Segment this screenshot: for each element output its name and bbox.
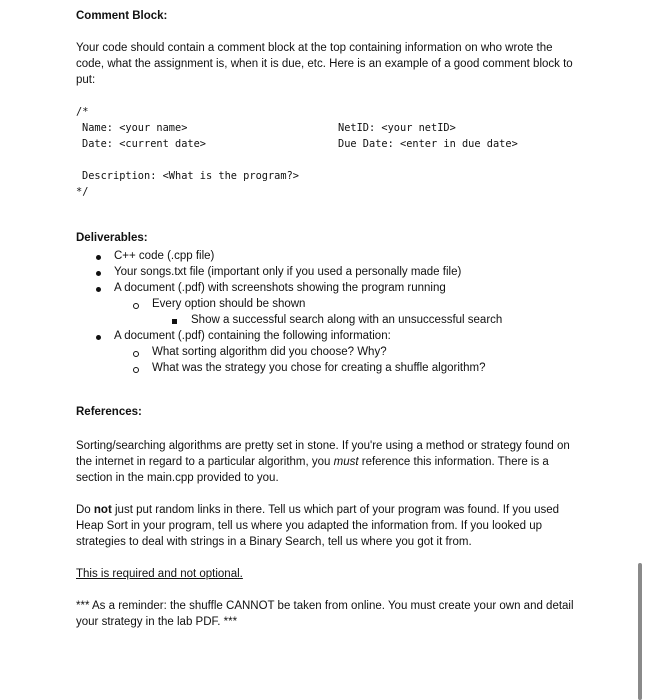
list-item: C++ code (.cpp file)	[114, 250, 215, 262]
comment-block-heading: Comment Block:	[76, 10, 168, 22]
code-open: /*	[76, 106, 89, 118]
code-description: Description: <What is the program?>	[82, 170, 299, 182]
deliverables-heading: Deliverables:	[76, 232, 148, 244]
bullet-disc-icon	[96, 335, 101, 340]
bullet-disc-icon	[96, 255, 101, 260]
references-paragraph-1-text: Sorting/searching algorithms are pretty set in stone. If you're using a method or strategy found on the internet in regard to a particular algorithm, you must reference this information. There is a section in the main.cpp provided to you.	[76, 440, 570, 485]
required-notice: This is required and not optional.	[76, 568, 243, 580]
references-paragraph-1	[76, 438, 576, 487]
list-item: A document (.pdf) with screenshots showing the program running	[114, 282, 446, 294]
shuffle-reminder: *** As a reminder: the shuffle CANNOT be taken from online. You must create your own and detail your strategy in the lab PDF. ***	[76, 600, 574, 629]
bullet-circle-icon	[133, 351, 139, 357]
bullet-circle-icon	[133, 367, 139, 373]
code-name: Name: <your name>	[82, 122, 188, 134]
references-paragraph-2	[76, 502, 576, 551]
code-due-date: Due Date: <enter in due date>	[338, 138, 518, 150]
list-item: What sorting algorithm did you choose? Why?	[152, 346, 387, 358]
code-netid: NetID: <your netID>	[338, 122, 456, 134]
paragraph-2-start: Do	[76, 504, 94, 516]
comment-block-intro: Your code should contain a comment block at the top containing information on who wrote the code, what the assignment is, when it is due, etc. Here is an example of a good comment block to put:	[76, 42, 573, 87]
emphasis-must: must	[333, 456, 359, 469]
references-heading: References:	[76, 406, 142, 418]
code-date: Date: <current date>	[82, 138, 206, 150]
bullet-disc-icon	[96, 271, 101, 276]
bullet-circle-icon	[133, 303, 139, 309]
emphasis-not: not	[93, 504, 112, 516]
list-item: A document (.pdf) containing the following information:	[114, 330, 391, 342]
code-close: */	[76, 186, 89, 198]
bullet-square-icon	[172, 319, 177, 324]
paragraph-2-rest: just put random links in there. Tell us which part of your program was found. If you used Heap Sort in your program, tell us where you adapted the information from. If you looked up strategies to deal with strings in a Binary Search, tell us where you got it from.	[76, 504, 560, 549]
bullet-disc-icon	[96, 287, 101, 292]
scrollbar-thumb[interactable]	[638, 563, 642, 700]
list-item: Every option should be shown	[152, 298, 306, 310]
list-item: Your songs.txt file (important only if you used a personally made file)	[114, 266, 462, 278]
list-item: What was the strategy you chose for creating a shuffle algorithm?	[152, 362, 486, 374]
list-item: Show a successful search along with an unsuccessful search	[191, 314, 503, 326]
